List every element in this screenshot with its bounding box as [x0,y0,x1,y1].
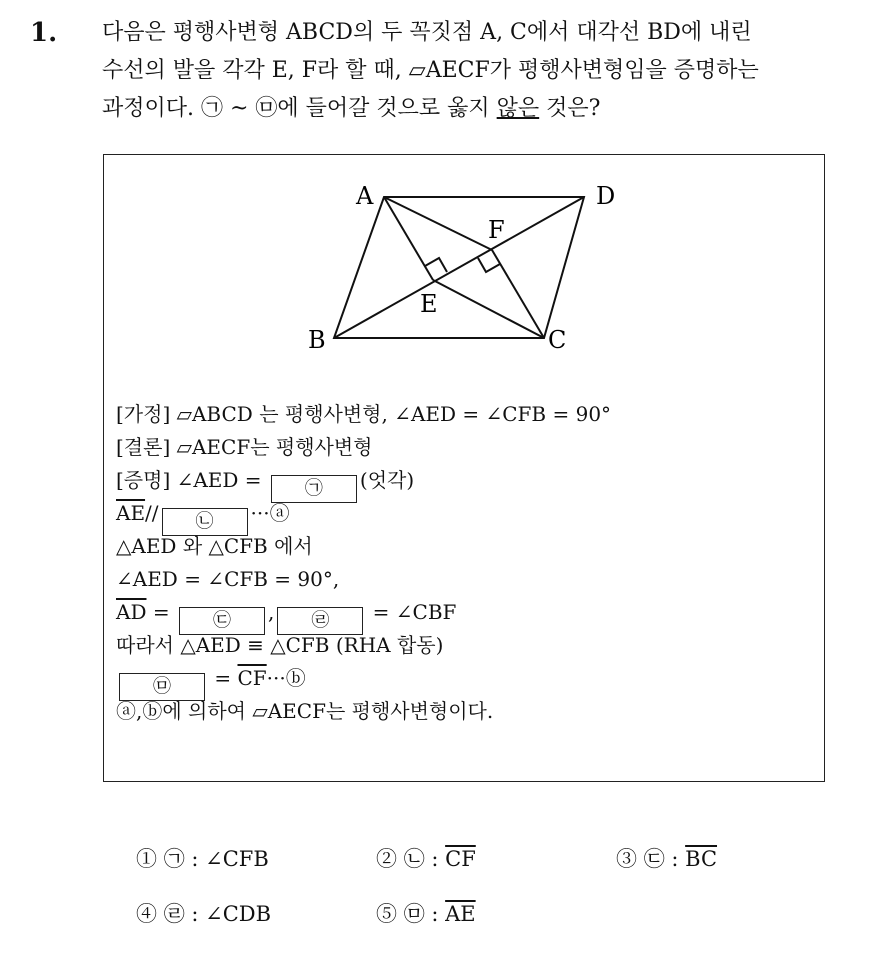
right-angle-mark-e [425,258,447,272]
answer-choices [136,843,876,953]
choice-3-answer: $\overline{BC}$ [685,847,718,871]
angle-cbf-text: = ∠CBF [366,600,457,624]
blank-3: ㉢ [179,607,265,635]
underlined-not: 않은 [496,96,540,121]
question-line-1: 다음은 평행사변형 ABCD의 두 꼭짓점 A, C에서 대각선 BD에 내린 [102,20,752,45]
proof-final: ⓐ,ⓑ에 의하여 ▱AECF는 평행사변형이다. [116,699,494,723]
proof-triangles: △AED 와 △CFB 에서 [116,534,313,558]
diagonal-bd [334,197,584,338]
choices-row-1 [136,843,876,898]
choice-1-answer: ∠CFB [205,847,269,871]
segment-ae-text: $\overline{AE}$ [116,501,146,525]
choice-4-mark: ㉣ [163,902,185,926]
choice-4-num: ④ [136,902,157,926]
parallelogram-diagram [300,178,640,358]
choice-5-mark: ㉤ [403,902,425,926]
choice-2-sep: : [424,847,446,871]
proof-step-1 [116,464,816,497]
proof-step-1-end: (엇각) [359,468,415,492]
segment-cf-text: $\overline{CF}$ [237,666,267,690]
right-angle-mark-f [478,258,500,272]
choice-1[interactable] [136,843,269,873]
blank-2: ㉡ [162,508,248,536]
label-c: C [548,326,567,354]
choice-3-num: ③ [616,847,637,871]
blank-4: ㉣ [277,607,363,635]
choice-2-mark: ㉡ [403,847,425,871]
choice-2-num: ② [376,847,397,871]
label-b: B [308,326,326,354]
choice-4[interactable] [136,898,271,928]
equals-sign: = [146,600,176,624]
choice-5[interactable] [376,898,476,928]
proof-conclusion: [결론] ▱AECF는 평행사변형 [116,435,373,459]
comma: , [267,600,275,624]
reference-b: ···ⓑ [266,666,306,690]
label-d: D [596,182,616,210]
choice-5-sep: : [424,902,446,926]
choice-1-num: ① [136,847,157,871]
question-line-3 [102,90,872,128]
equals-sign-2: = [208,666,238,690]
proof-assumption: [가정] ▱ABCD 는 평행사변형, ∠AED = ∠CFB = 90° [116,402,612,426]
proof-step-2 [116,497,816,530]
question-line-2: 수선의 발을 각각 E, F라 할 때, ▱AECF가 평행사변형임을 증명하는 [102,58,759,83]
label-e: E [420,290,438,318]
proof-step-3 [116,596,816,629]
choice-3-mark: ㉢ [643,847,665,871]
choice-1-mark: ㉠ [163,847,185,871]
blank-1: ㉠ [271,475,357,503]
segment-ad-text: $\overline{AD}$ [116,600,147,624]
choice-4-answer: ∠CDB [205,902,272,926]
proof-text [116,398,816,728]
choice-3[interactable] [616,843,717,873]
choice-1-sep: : [184,847,206,871]
question-text [102,14,872,128]
choices-row-2 [136,898,876,953]
parallel-sign: // [145,501,159,525]
choice-3-sep: : [664,847,686,871]
question-line-3-end: 것은? [539,96,601,121]
proof-step-4 [116,662,816,695]
label-a: A [356,182,374,210]
choice-5-num: ⑤ [376,902,397,926]
proof-therefore: 따라서 △AED ≡ △CFB (RHA 합동) [116,633,444,657]
proof-step-1-start: [증명] ∠AED = [116,468,268,492]
choice-2[interactable] [376,843,476,873]
choice-2-answer: $\overline{CF}$ [445,847,476,871]
proof-angles: ∠AED = ∠CFB = 90°, [116,567,340,591]
choice-4-sep: : [184,902,206,926]
label-f: F [488,216,505,244]
question-number: 1. [30,18,58,48]
question-line-3-start: 과정이다. ㉠ ~ ㉤에 들어갈 것으로 옳지 [102,96,497,121]
reference-a: ···ⓐ [250,501,290,525]
choice-5-answer: $\overline{AE}$ [445,902,476,926]
blank-5: ㉤ [119,673,205,701]
